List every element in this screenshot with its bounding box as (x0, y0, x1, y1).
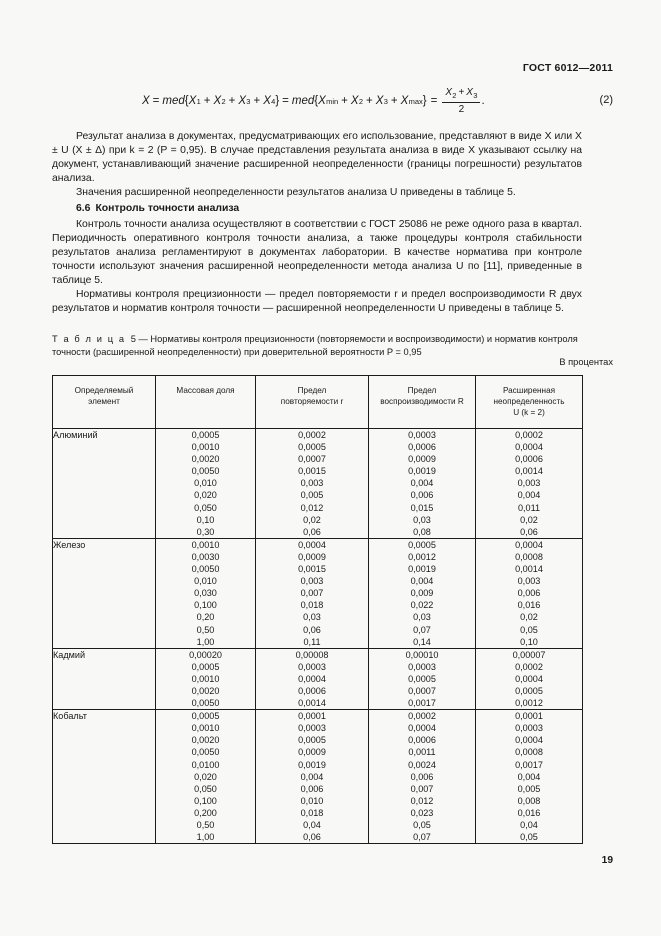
value-uncertainty: 0,016 (517, 600, 541, 611)
value-mass-fraction: 0,100 (194, 795, 217, 806)
column-header-uncertainty-line2: неопределенность (493, 397, 565, 406)
value-repeatability: 0,0004 (298, 673, 326, 684)
table-caption (52, 333, 582, 359)
value-uncertainty: 0,0017 (515, 759, 543, 770)
column-header-element (53, 376, 156, 429)
cell-repeatability-values (256, 648, 369, 709)
value-uncertainty: 0,0003 (515, 723, 543, 734)
value-uncertainty: 0,004 (517, 490, 541, 501)
element-label: Кобальт (53, 711, 87, 722)
value-mass-fraction: 0,0050 (191, 466, 220, 477)
formula-fraction (442, 87, 480, 115)
value-mass-fraction: 0,0030 (191, 551, 220, 562)
value-mass-fraction: 0,050 (194, 502, 217, 513)
table-row (53, 429, 583, 539)
table-body (53, 429, 583, 844)
formula-equals-2: = (282, 95, 289, 108)
value-reproducibility: 0,0009 (408, 454, 436, 465)
heading-6-6 (52, 202, 582, 216)
value-repeatability: 0,0007 (298, 454, 326, 465)
value-uncertainty: 0,0014 (515, 564, 543, 575)
cell-uncertainty-values (476, 429, 583, 539)
value-reproducibility: 0,0011 (408, 747, 436, 758)
value-uncertainty: 0,011 (517, 502, 541, 513)
value-mass-fraction: 0,030 (194, 588, 217, 599)
value-repeatability: 0,0009 (298, 551, 326, 562)
value-mass-fraction: 0,50 (196, 820, 215, 830)
paragraph-result-representation: Результат анализа в документах, предусматривающих его использование, представляют в виде X или X ± U (X ± Δ) при k = 2 (P = 0,95). В случае представления результата анализа в виде X указывают ссылку на документ, устанавливающий значение расширенной неопределенности (границы погрешности) результатов анализа. (52, 131, 582, 185)
column-header-repeatability-line2: повторяемости r (280, 397, 344, 406)
value-reproducibility: 0,004 (410, 576, 434, 587)
element-label: Алюминий (53, 430, 98, 440)
table-caption-label: Т а б л и ц а (52, 334, 126, 344)
value-uncertainty: 0,04 (520, 820, 538, 830)
value-mass-fraction: 0,0020 (191, 685, 220, 696)
formula-term-x3b: X (375, 95, 384, 108)
cell-mass-fraction-values (156, 648, 256, 709)
formula-brace-open-2: { (314, 95, 319, 108)
heading-6-6-text: Контроль точности анализа (95, 203, 240, 214)
value-mass-fraction: 0,0020 (191, 735, 220, 746)
value-repeatability: 0,0015 (298, 466, 326, 477)
value-mass-fraction: 0,0010 (191, 442, 220, 453)
value-uncertainty: 0,0004 (515, 673, 543, 684)
value-repeatability: 0,006 (300, 783, 324, 794)
value-reproducibility: 0,023 (410, 807, 434, 818)
cell-repeatability-values (256, 710, 369, 844)
formula-term-x4-sub: 4 (271, 97, 276, 107)
formula-plus-2: + (228, 95, 236, 108)
value-repeatability: 0,003 (300, 478, 324, 489)
value-uncertainty: 0,005 (517, 783, 541, 794)
cell-repeatability-values (256, 538, 369, 648)
value-repeatability: 0,012 (300, 502, 324, 513)
cell-mass-fraction-values (156, 538, 256, 648)
column-header-reproducibility-line2: воспроизводимости R (380, 397, 464, 406)
document-header-standard-id: ГОСТ 6012—2011 (522, 62, 613, 74)
formula-term-x2b-sub: 2 (358, 97, 364, 107)
value-repeatability: 0,04 (303, 820, 321, 830)
value-mass-fraction: 0,0005 (191, 430, 220, 440)
value-repeatability: 0,004 (300, 771, 324, 782)
value-reproducibility: 0,0017 (408, 698, 436, 709)
value-mass-fraction: 0,0020 (191, 454, 220, 465)
formula-term-x2-sub: 2 (221, 97, 226, 107)
body-section-precision-norms (52, 288, 582, 316)
value-mass-fraction: 0,020 (194, 490, 217, 501)
column-header-repeatability-line1: Предел (297, 386, 327, 395)
value-uncertainty: 0,0004 (515, 539, 543, 550)
column-header-uncertainty-line3: U (k = 2) (513, 408, 545, 417)
cell-uncertainty-values (476, 648, 583, 709)
value-uncertainty: 0,0002 (515, 661, 543, 672)
value-reproducibility: 0,0006 (408, 442, 436, 453)
value-reproducibility: 0,0024 (408, 759, 436, 770)
value-uncertainty: 0,006 (517, 588, 541, 599)
value-repeatability: 0,0002 (298, 430, 326, 440)
formula-plus-5: + (366, 95, 373, 108)
table-caption-number: 5 (130, 334, 136, 344)
value-repeatability: 0,06 (303, 832, 321, 843)
value-reproducibility: 0,0004 (408, 723, 436, 734)
value-repeatability: 0,0003 (298, 723, 326, 734)
formula-med-1: med (162, 95, 185, 108)
column-header-element-line2: элемент (88, 397, 120, 406)
value-reproducibility: 0,0005 (408, 539, 436, 550)
value-reproducibility: 0,007 (410, 783, 434, 794)
column-header-reproducibility (369, 376, 476, 429)
table-header-row (53, 376, 583, 429)
formula-equals-1: = (152, 95, 160, 108)
body-section-results (52, 130, 582, 200)
value-mass-fraction: 0,20 (196, 612, 215, 623)
value-mass-fraction: 0,0005 (191, 661, 220, 672)
value-mass-fraction: 0,100 (194, 600, 217, 611)
value-uncertainty: 0,0014 (515, 466, 543, 477)
table-header-row-group (53, 376, 583, 429)
value-repeatability: 0,003 (300, 576, 324, 587)
formula-term-x1-sub: 1 (196, 97, 201, 107)
value-uncertainty: 0,0004 (515, 442, 543, 453)
value-repeatability: 0,00008 (295, 649, 329, 660)
value-reproducibility: 0,004 (410, 478, 434, 489)
value-reproducibility: 0,00010 (405, 649, 439, 660)
value-repeatability: 0,03 (303, 612, 321, 623)
value-uncertainty: 0,0012 (515, 698, 543, 709)
value-mass-fraction: 0,0100 (191, 759, 220, 770)
cell-repeatability-values (256, 429, 369, 539)
value-mass-fraction: 0,0005 (191, 711, 220, 722)
formula-period: . (481, 95, 485, 108)
value-reproducibility: 0,03 (413, 612, 431, 623)
value-mass-fraction: 0,200 (194, 807, 217, 818)
value-mass-fraction: 0,30 (196, 526, 215, 537)
value-reproducibility: 0,0002 (408, 711, 436, 722)
value-uncertainty: 0,02 (520, 612, 538, 623)
table-caption-text: — Нормативы контроля прецизионности (повторяемости и воспроизводимости) и норматив контроля точности (расширенной неопределенности) при доверительной вероятности P = 0,95 (52, 334, 578, 357)
value-uncertainty: 0,02 (520, 514, 538, 525)
value-uncertainty: 0,008 (517, 795, 541, 806)
value-repeatability: 0,018 (300, 600, 324, 611)
value-uncertainty: 0,0002 (515, 430, 543, 440)
cell-element-name (53, 538, 156, 648)
formula-term-x3-sub: 3 (246, 97, 251, 107)
page-number: 19 (601, 855, 613, 866)
value-reproducibility: 0,0019 (408, 564, 436, 575)
value-repeatability: 0,0009 (298, 747, 326, 758)
value-mass-fraction: 0,0010 (191, 539, 220, 550)
formula-frac-x2: X (445, 87, 452, 98)
value-repeatability: 0,018 (300, 807, 324, 818)
column-header-repeatability (256, 376, 369, 429)
value-repeatability: 0,0004 (298, 539, 326, 550)
value-reproducibility: 0,0019 (408, 466, 436, 477)
value-repeatability: 0,0006 (298, 685, 326, 696)
cell-mass-fraction-values (156, 710, 256, 844)
cell-reproducibility-values (369, 648, 476, 709)
element-label: Кадмий (53, 649, 86, 660)
value-reproducibility: 0,08 (413, 526, 431, 537)
value-uncertainty: 0,05 (520, 832, 538, 843)
value-reproducibility: 0,0003 (408, 430, 436, 440)
value-uncertainty: 0,0004 (515, 735, 543, 746)
value-repeatability: 0,02 (303, 514, 321, 525)
column-header-reproducibility-line1: Предел (407, 386, 437, 395)
formula-term-xmax: X (400, 95, 409, 108)
value-repeatability: 0,0003 (298, 661, 326, 672)
value-reproducibility: 0,14 (413, 636, 431, 647)
value-mass-fraction: 0,010 (194, 576, 217, 587)
formula-frac-x3: X (466, 87, 473, 98)
formula-fraction-numerator (442, 87, 480, 103)
value-reproducibility: 0,006 (410, 490, 434, 501)
formula-frac-x3-sub: 3 (473, 91, 478, 100)
cell-uncertainty-values (476, 710, 583, 844)
value-reproducibility: 0,0003 (408, 661, 436, 672)
value-repeatability: 0,0014 (298, 698, 326, 709)
value-repeatability: 0,06 (303, 624, 321, 635)
cell-mass-fraction-values (156, 429, 256, 539)
formula-frac-x2-sub: 2 (452, 91, 457, 100)
value-mass-fraction: 0,10 (196, 514, 215, 525)
value-repeatability: 0,0005 (298, 442, 326, 453)
formula-frac-plus: + (458, 87, 465, 98)
value-uncertainty: 0,0006 (515, 454, 543, 465)
value-mass-fraction: 0,0050 (191, 747, 220, 758)
formula-plus-1: + (203, 95, 211, 108)
value-repeatability: 0,005 (300, 490, 324, 501)
formula-plus-3: + (253, 95, 261, 108)
value-uncertainty: 0,0008 (515, 551, 543, 562)
value-mass-fraction: 0,050 (194, 783, 217, 794)
formula-fraction-denominator: 2 (458, 103, 465, 115)
formula-term-x1: X (188, 95, 197, 108)
table-row (53, 648, 583, 709)
cell-element-name (53, 648, 156, 709)
formula-brace-close-2: } (422, 95, 427, 108)
value-mass-fraction: 0,0010 (191, 723, 220, 734)
cell-uncertainty-values (476, 538, 583, 648)
formula-plus-6: + (390, 95, 398, 108)
value-repeatability: 0,11 (303, 636, 321, 647)
section-heading-6-6 (52, 202, 582, 216)
value-mass-fraction: 1,00 (196, 832, 215, 843)
value-reproducibility: 0,03 (413, 514, 431, 525)
formula-number-label: (2) (599, 94, 613, 106)
value-uncertainty: 0,0001 (515, 711, 543, 722)
value-reproducibility: 0,0005 (408, 673, 436, 684)
cell-reproducibility-values (369, 710, 476, 844)
table-row (53, 710, 583, 844)
column-header-uncertainty (476, 376, 583, 429)
value-repeatability: 0,0015 (298, 564, 326, 575)
value-repeatability: 0,0001 (298, 711, 326, 722)
cell-element-name (53, 710, 156, 844)
formula-plus-4: + (341, 95, 348, 108)
formula-term-x3: X (238, 95, 246, 108)
value-uncertainty: 0,004 (517, 771, 541, 782)
element-label: Железо (53, 539, 86, 550)
value-uncertainty: 0,10 (520, 636, 538, 647)
formula-lhs: X (142, 95, 150, 108)
formula-med-2: med (291, 95, 315, 108)
formula-term-x2: X (213, 95, 222, 108)
value-uncertainty: 0,00007 (512, 649, 546, 660)
value-mass-fraction: 0,0010 (191, 673, 220, 684)
formula-term-xmin: X (318, 95, 326, 108)
paragraph-precision-norms: Нормативы контроля прецизионности — предел повторяемости r и предел воспроизводимости R двух результатов и норматив контроля точности — расширенной неопределенности U приведены в таблице 5. (52, 289, 582, 315)
paragraph-accuracy-control: Контроль точности анализа осуществляют в соответствии с ГОСТ 25086 не реже одного раза в квартал. Периодичность оперативного контроля точности анализа, а также процедуры контроля стабильности результатов анализа регламентируют в документах лаборатории. В качестве норматива при контроле точности используют значения расширенной неопределенности метода анализа U по [11], приведенные в таблице 5. (52, 219, 582, 287)
normative-control-table (52, 375, 583, 844)
formula-term-xmin-sub: min (326, 97, 339, 107)
heading-6-6-number: 6.6 (76, 203, 91, 214)
value-mass-fraction: 0,50 (196, 624, 215, 635)
value-repeatability: 0,0005 (298, 735, 326, 746)
value-uncertainty: 0,003 (517, 576, 541, 587)
value-repeatability: 0,007 (300, 588, 324, 599)
value-uncertainty: 0,05 (520, 624, 538, 635)
value-reproducibility: 0,0012 (408, 551, 436, 562)
value-reproducibility: 0,07 (413, 832, 431, 843)
value-reproducibility: 0,012 (410, 795, 434, 806)
value-mass-fraction: 1,00 (196, 636, 215, 647)
cell-reproducibility-values (369, 538, 476, 648)
value-reproducibility: 0,006 (410, 771, 434, 782)
value-mass-fraction: 0,00020 (189, 649, 222, 660)
value-mass-fraction: 0,0050 (191, 698, 220, 709)
value-reproducibility: 0,07 (413, 624, 431, 635)
value-uncertainty: 0,0005 (515, 685, 543, 696)
paragraph-uncertainty-values: Значения расширенной неопределенности результатов анализа U приведены в таблице 5. (76, 187, 516, 199)
table-row (53, 538, 583, 648)
value-reproducibility: 0,05 (413, 820, 431, 830)
column-header-mass-fraction-line1: Массовая доля (176, 386, 235, 395)
body-section-accuracy-control (52, 218, 582, 288)
column-header-uncertainty-line1: Расширенная (502, 386, 556, 395)
value-reproducibility: 0,0007 (408, 685, 436, 696)
formula-term-x4: X (263, 95, 271, 108)
value-repeatability: 0,010 (300, 795, 324, 806)
cell-element-name (53, 429, 156, 539)
cell-reproducibility-values (369, 429, 476, 539)
formula-term-x2b: X (350, 95, 359, 108)
value-uncertainty: 0,06 (520, 526, 538, 537)
value-reproducibility: 0,022 (410, 600, 434, 611)
value-mass-fraction: 0,010 (194, 478, 217, 489)
formula-equals-3: = (430, 95, 438, 108)
formula-brace-close-1: } (275, 95, 280, 108)
formula-term-xmax-sub: max (408, 97, 423, 107)
formula-expression (142, 88, 485, 116)
formula-term-x3b-sub: 3 (383, 97, 388, 107)
column-header-mass-fraction (156, 376, 256, 429)
value-uncertainty: 0,0008 (515, 747, 543, 758)
value-mass-fraction: 0,020 (194, 771, 217, 782)
table-units-note: В процентах (559, 357, 613, 367)
value-reproducibility: 0,015 (410, 502, 434, 513)
value-repeatability: 0,0019 (298, 759, 326, 770)
value-reproducibility: 0,0006 (408, 735, 436, 746)
formula-row (52, 88, 613, 122)
value-repeatability: 0,06 (303, 526, 321, 537)
column-header-element-line1: Определяемый (74, 386, 134, 395)
formula-brace-open-1: { (184, 95, 189, 108)
value-mass-fraction: 0,0050 (191, 564, 220, 575)
value-reproducibility: 0,009 (410, 588, 434, 599)
value-uncertainty: 0,016 (517, 807, 541, 818)
value-uncertainty: 0,003 (517, 478, 541, 489)
